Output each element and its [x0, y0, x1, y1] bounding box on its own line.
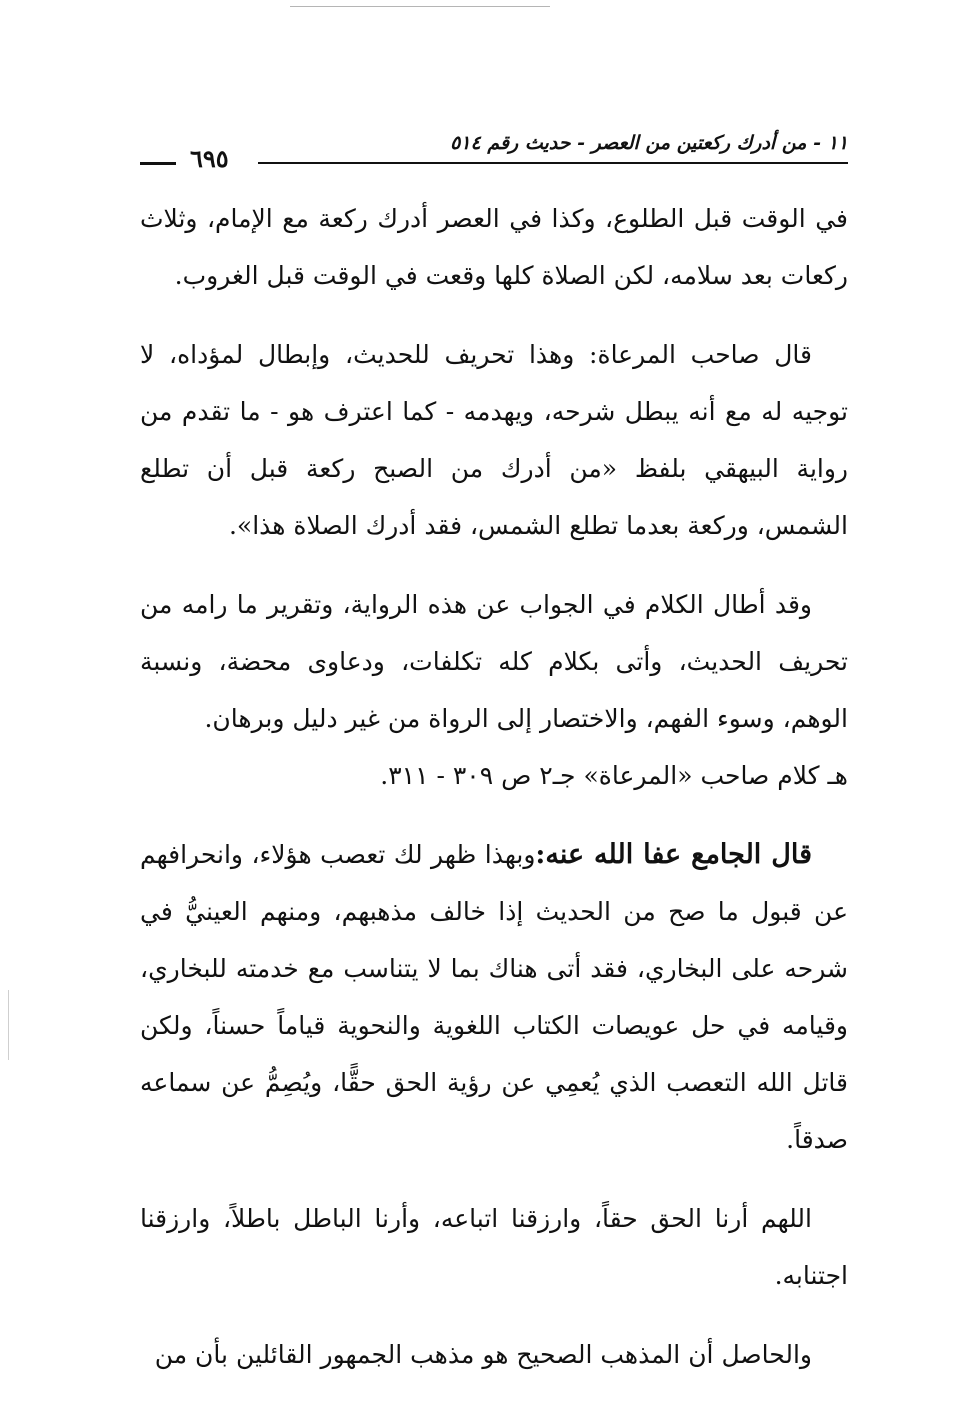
compiler-remark-label: قال الجامع عفا الله عنه: — [535, 839, 813, 870]
paragraph-1: في الوقت قبل الطلوع، وكذا في العصر أدرك ركعة مع الإمام، وثلاث ركعات بعد سلامه، لكن الصلاة كلها وقعت في الوقت قبل الغروب. — [140, 204, 848, 290]
paragraph-3-text: وقد أطال الكلام في الجواب عن هذه الرواية، وتقرير ما رامه من تحريف الحديث، وأتى بكلام كله تكلفات، ودعاوى محضة، ونسبة الوهم، وسوء الفهم، والاختصار إلى الرواة من غير دليل وبرهان. — [140, 590, 848, 733]
paragraph-5: اللهم أرنا الحق حقاً، وارزقنا اتباعه، وأرنا الباطل باطلاً، وارزقنا اجتنابه. — [140, 1204, 848, 1290]
paragraph-4 — [140, 826, 848, 1168]
scan-top-line — [290, 6, 550, 7]
paragraph-3-citation: هـ كلام صاحب «المرعاة» جـ٢ ص ٣٠٩ - ٣١١. — [380, 761, 848, 790]
page-number: ٦٩٥ — [190, 144, 229, 173]
running-head: ١١ - من أدرك ركعتين من العصر - حديث رقم ٥١٤ — [450, 132, 848, 154]
paragraph-3 — [140, 576, 848, 804]
page-body — [140, 190, 848, 1405]
scan-edge-mark — [8, 990, 9, 1060]
page-header — [140, 126, 848, 178]
paragraph-4-text: وبهذا ظهر لك تعصب هؤلاء، وانحرافهم عن قبول ما صح من الحديث إذا خالف مذهبهم، ومنهم العينيُّ في شرحه على البخاري، فقد أتى هناك بما لا يتناسب مع خدمته للبخاري، وقيامه في حل عويصات الكتاب اللغوية والنحوية قياماً حسناً، ولكن قاتل الله التعصب الذي يُعمِي عن رؤية الحق حقًّا، ويُصِمُّ عن سماعه صدقاً. — [140, 840, 849, 1154]
paragraph-2: قال صاحب المرعاة: وهذا تحريف للحديث، وإبطال لمؤداه، لا توجيه له مع أنه يبطل شرحه، ويهدمه - كما اعترف هو - ما تقدم من رواية البيهقي بلفظ «من أدرك من الصبح ركعة قبل أن تطلع الشمس، وركعة بعدما تطلع الشمس، فقد أدرك الصلاة هذا». — [140, 340, 848, 540]
page-number-dash — [140, 162, 176, 165]
header-rule — [258, 162, 848, 164]
paragraph-6: والحاصل أن المذهب الصحيح هو مذهب الجمهور القائلين بأن من — [154, 1340, 812, 1369]
